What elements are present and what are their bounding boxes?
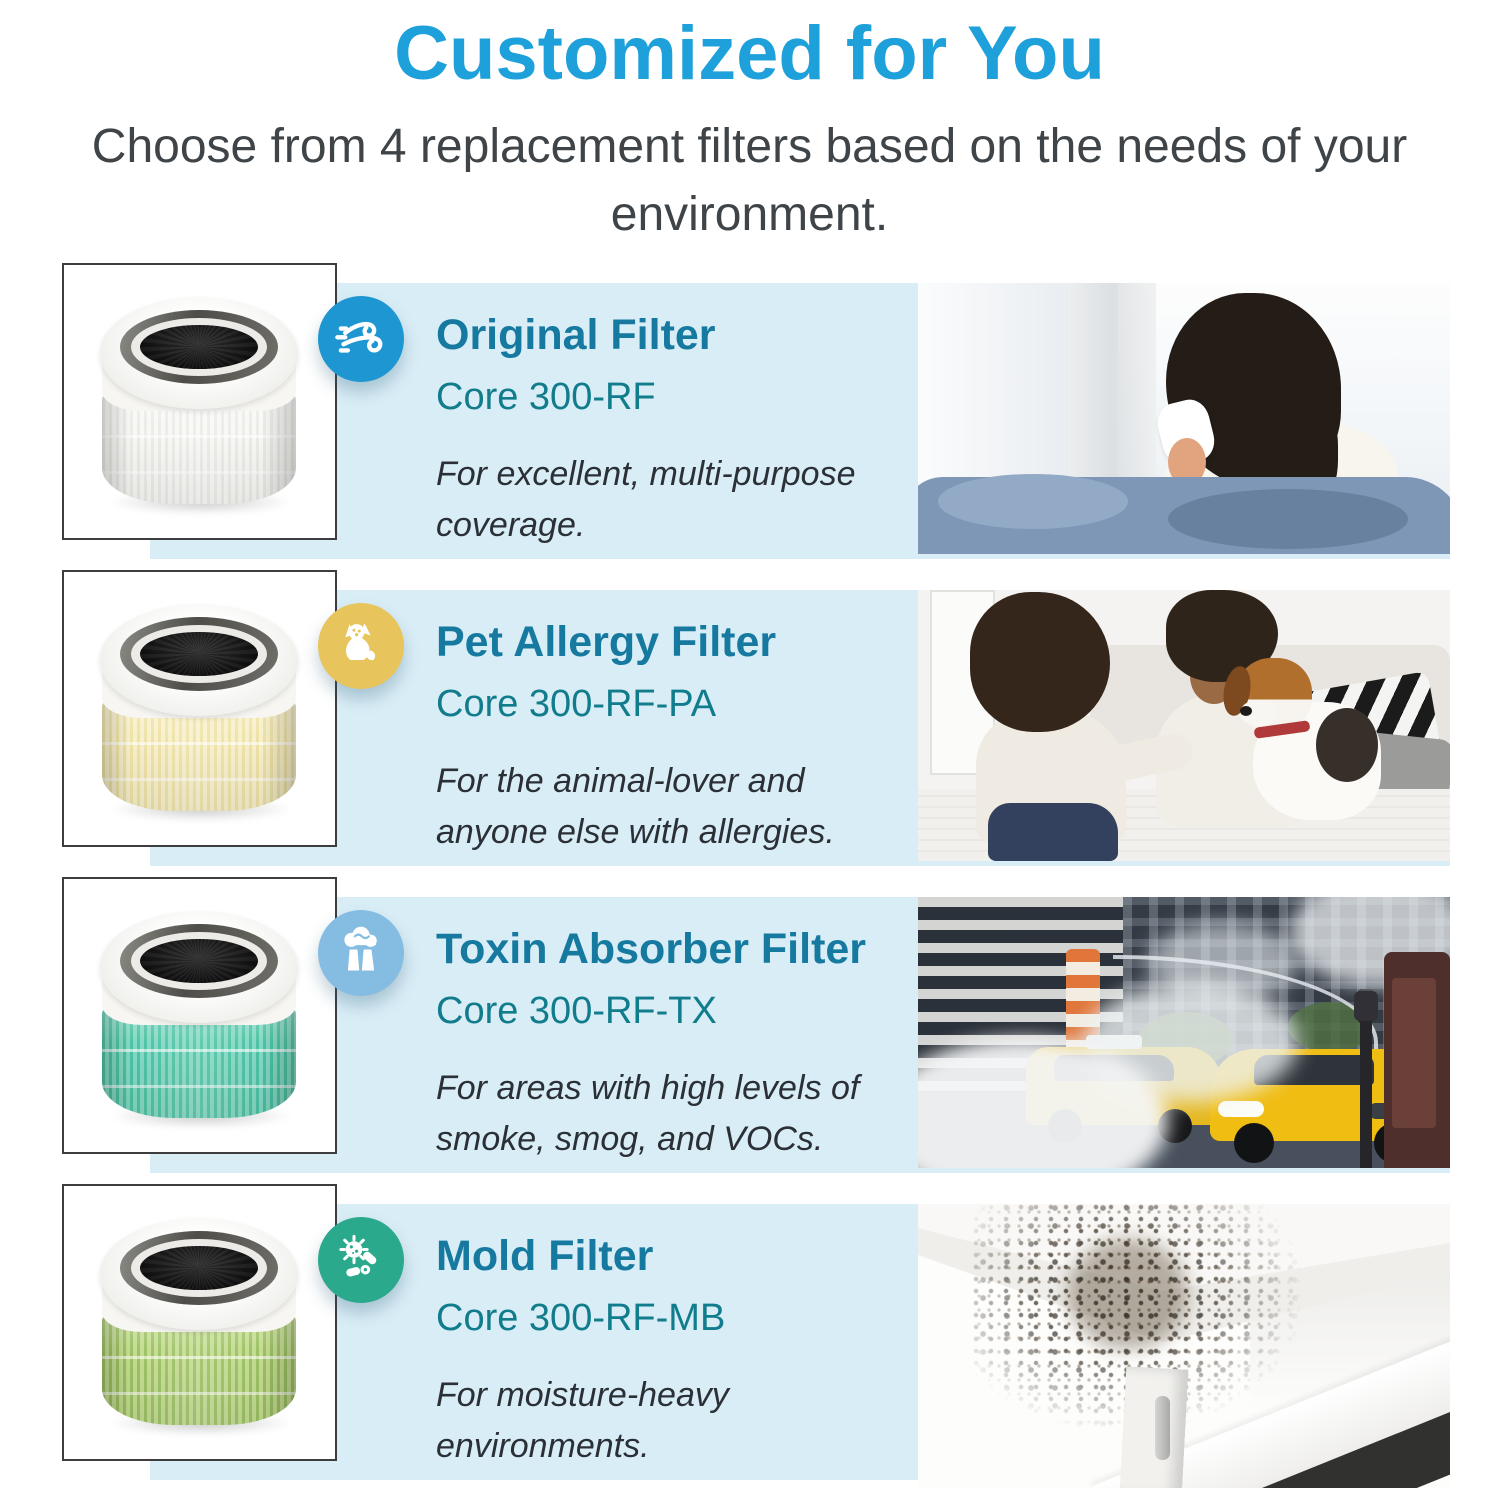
scene-shape — [1120, 1366, 1189, 1488]
filter-model: Core 300-RF-TX — [436, 990, 717, 1032]
scene-shape — [131, 318, 267, 376]
header — [0, 0, 1499, 249]
scene-shape — [140, 325, 258, 369]
filter-drum — [100, 604, 298, 816]
filter-drum — [100, 297, 298, 509]
scene-shape — [120, 310, 278, 384]
page-title: Customized for You — [394, 11, 1105, 96]
scene-shape — [1240, 706, 1252, 716]
wind-icon — [318, 296, 404, 382]
photo-moldy-wall — [918, 1204, 1450, 1488]
filter-name: Mold Filter — [436, 1232, 654, 1280]
scene-shape — [120, 1231, 278, 1305]
factory-smoke-icon — [318, 910, 404, 996]
scene-shape — [1316, 708, 1378, 782]
scene-shape — [131, 1239, 267, 1297]
scene-shape — [1234, 1123, 1274, 1163]
filter-text-block — [436, 1232, 891, 1472]
mold-germs-icon — [318, 1217, 404, 1303]
filter-name: Pet Allergy Filter — [436, 618, 777, 666]
filter-text-block — [436, 925, 891, 1165]
filter-product-photo — [62, 877, 337, 1154]
scene-shape — [970, 592, 1110, 732]
scene-shape — [140, 1246, 258, 1290]
filter-row-pet-allergy — [0, 570, 1499, 877]
filter-description: For areas with high levels of smoke, smog, and VOCs. — [436, 1069, 860, 1158]
filter-drum — [100, 1218, 298, 1430]
scene-shape — [1360, 1017, 1372, 1168]
photo-sneezing-woman — [918, 283, 1450, 554]
photo-city-smog — [918, 897, 1450, 1168]
filter-model: Core 300-RF — [436, 376, 656, 418]
photo-family-with-dog — [918, 590, 1450, 861]
filter-text-block — [436, 618, 891, 858]
filter-name: Toxin Absorber Filter — [436, 925, 867, 973]
filter-row-mold — [0, 1184, 1499, 1491]
scene-shape — [1384, 952, 1450, 1168]
scene-shape — [100, 604, 298, 716]
scene-shape — [140, 632, 258, 676]
filter-model: Core 300-RF-MB — [436, 1297, 726, 1339]
scene-shape — [120, 617, 278, 691]
scene-shape — [1168, 489, 1408, 549]
filter-row-toxin-absorber — [0, 877, 1499, 1184]
scene-shape — [938, 474, 1128, 529]
scene-shape — [988, 803, 1118, 861]
scene-shape — [140, 939, 258, 983]
filter-description: For the animal-lover and anyone else with allergies. — [436, 762, 835, 851]
filter-product-photo — [62, 263, 337, 540]
filter-drum — [100, 911, 298, 1123]
filter-product-photo — [62, 1184, 337, 1461]
filter-text-block — [436, 311, 891, 551]
scene-shape — [100, 1218, 298, 1330]
filter-description: For excellent, multi-purpose coverage. — [436, 455, 856, 544]
scene-shape — [120, 924, 278, 998]
scene-shape — [1155, 1396, 1170, 1460]
scene-shape — [131, 932, 267, 990]
scene-shape — [100, 911, 298, 1023]
dog-icon — [318, 603, 404, 689]
scene-shape — [100, 297, 298, 409]
filter-description: For moisture-heavy environments. — [436, 1376, 729, 1465]
filter-model: Core 300-RF-PA — [436, 683, 717, 725]
page-subtitle: Choose from 4 replacement filters based on the needs of your environment. — [91, 120, 1408, 242]
filter-name: Original Filter — [436, 311, 716, 359]
scene-shape — [131, 625, 267, 683]
filter-product-photo — [62, 570, 337, 847]
filter-row-original — [0, 263, 1499, 570]
